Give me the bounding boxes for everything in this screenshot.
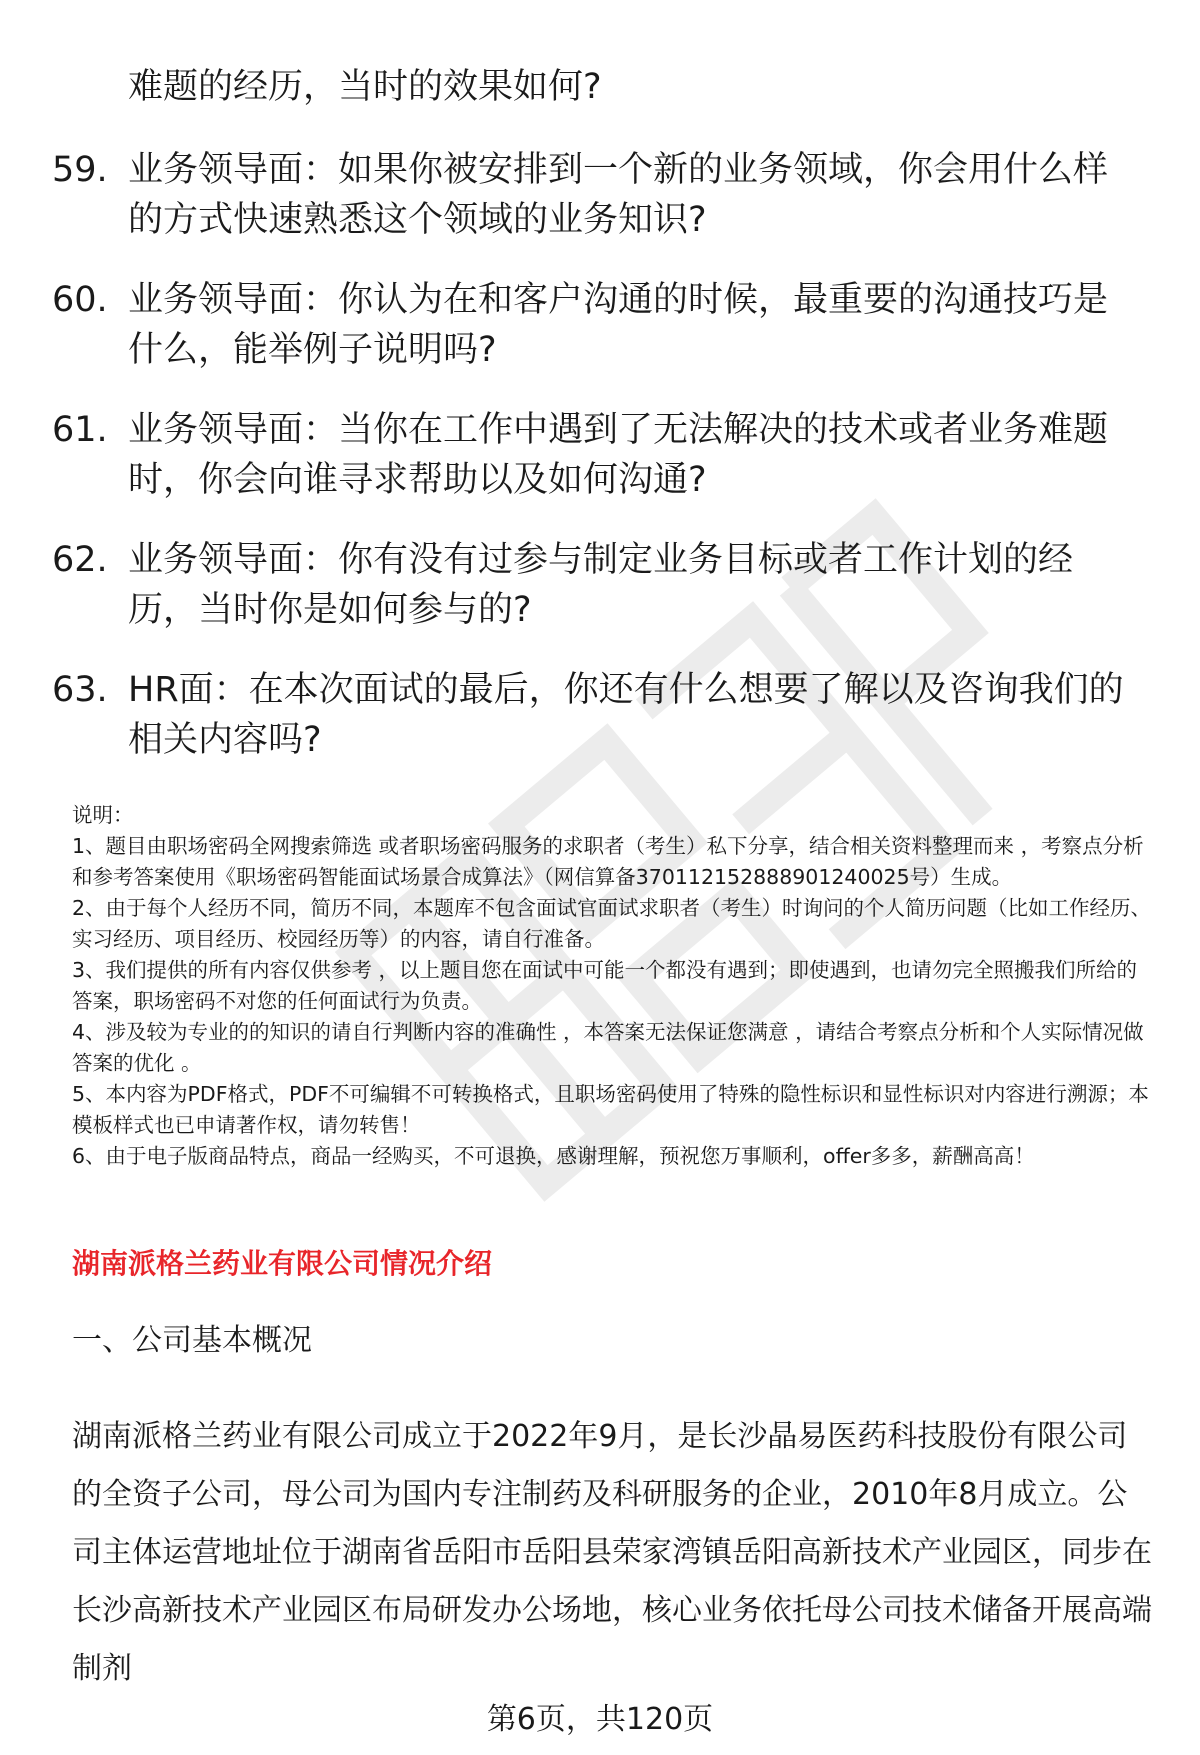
question-number: 62. [52, 540, 108, 580]
note-item: 5、本内容为PDF格式，PDF不可编辑不可转换格式，且职场密码使用了特殊的隐性标识和显性标识对内容进行溯源；本模板样式也已申请著作权，请勿转售！ [72, 1082, 1149, 1137]
company-intro-title: 湖南派格兰药业有限公司情况介绍 [72, 1247, 493, 1280]
question-item [52, 535, 1152, 635]
question-continuation: 难题的经历，当时的效果如何? [128, 67, 602, 107]
question-number: 61. [52, 410, 108, 450]
question-text: 业务领导面：你有没有过参与制定业务目标或者工作计划的经历，当时你是如何参与的? [128, 540, 1074, 630]
notes-heading: 说明： [72, 803, 134, 827]
section-heading: 一、公司基本概况 [72, 1323, 312, 1358]
note-item: 1、题目由职场密码全网搜索筛选 或者职场密码服务的求职者（考生）私下分享，结合相关资料整理而来 ，考察点分析和参考答案使用《职场密码智能面试场景合成算法》（网信算备370112152888901240025号）生成。 [72, 834, 1144, 889]
question-item [52, 275, 1152, 375]
question-text: 业务领导面：如果你被安排到一个新的业务领域，你会用什么样的方式快速熟悉这个领域的业务知识? [128, 150, 1109, 240]
question-item [52, 405, 1152, 505]
notes-section [72, 800, 1157, 1172]
page-number-footer: 第6页，共120页 [486, 1702, 714, 1737]
question-number: 63. [52, 670, 108, 710]
note-item: 2、由于每个人经历不同，简历不同，本题库不包含面试官面试求职者（考生）时询问的个人简历问题（比如工作经历、实习经历、项目经历、校园经历等）的内容，请自行准备。 [72, 896, 1152, 951]
note-item: 6、由于电子版商品特点，商品一经购买，不可退换，感谢理解，预祝您万事顺利，offer多多，薪酬高高！ [72, 1144, 1035, 1168]
question-text: 业务领导面：当你在工作中遇到了无法解决的技术或者业务难题时，你会向谁寻求帮助以及如何沟通? [128, 410, 1109, 500]
note-item: 4、涉及较为专业的的知识的请自行判断内容的准确性 ，本答案无法保证您满意 ，请结合考察点分析和个人实际情况做答案的优化 。 [72, 1020, 1144, 1075]
question-number: 59. [52, 150, 108, 190]
company-overview-paragraph: 湖南派格兰药业有限公司成立于2022年9月，是长沙晶易医药科技股份有限公司的全资子公司，母公司为国内专注制药及科研服务的企业，2010年8月成立。公司主体运营地址位于湖南省岳阳市岳阳县荣家湾镇岳阳高新技术产业园区，同步在长沙高新技术产业园区布局研发办公场地，核心业务依托母公司技术储备开展高端制剂 [72, 1419, 1152, 1686]
question-item [52, 665, 1152, 765]
question-list [52, 145, 1152, 795]
question-text: 业务领导面：你认为在和客户沟通的时候，最重要的沟通技巧是什么，能举例子说明吗? [128, 280, 1109, 370]
question-item [52, 145, 1152, 245]
question-number: 60. [52, 280, 108, 320]
note-item: 3、我们提供的所有内容仅供参考 ，以上题目您在面试中可能一个都没有遇到；即使遇到，也请勿完全照搬我们所给的答案，职场密码不对您的任何面试行为负责。 [72, 958, 1138, 1013]
question-text: HR面：在本次面试的最后，你还有什么想要了解以及咨询我们的相关内容吗? [128, 670, 1124, 760]
